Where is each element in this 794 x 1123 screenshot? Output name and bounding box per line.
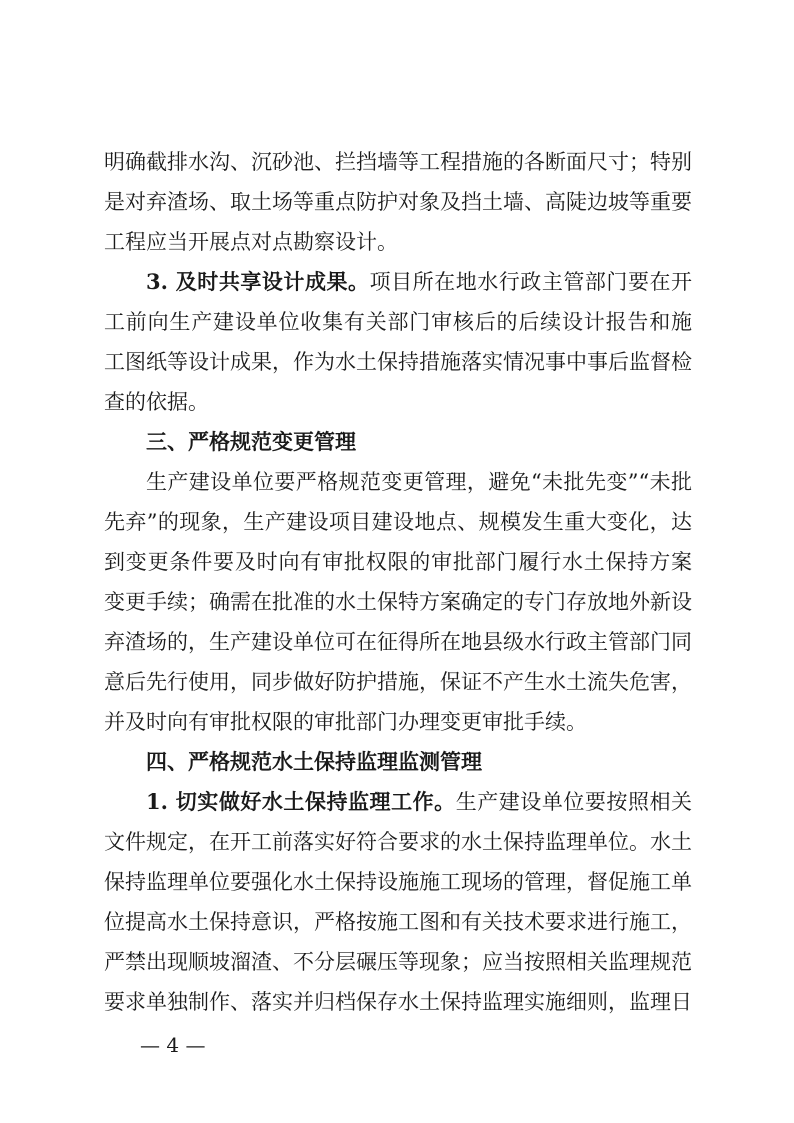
body-line: 明确截排水沟、沉砂池、拦挡墙等工程措施的各断面尺寸；特别 [104, 150, 692, 174]
paragraph-text: 生产建设单位要按照相关 [455, 790, 692, 814]
body-line: 弃渣场的，生产建设单位可在征得所在地县级水行政主管部门同 [104, 630, 692, 654]
body-line: 变更手续；确需在批准的水土保特方案确定的专门存放地外新设 [104, 590, 692, 614]
body-line: 先弃”的现象，生产建设项目建设地点、规模发生重大变化，达 [104, 510, 692, 534]
body-line: 生产建设单位要严格规范变更管理，避免“未批先变”“未批 [146, 470, 692, 494]
section-heading: 三、严格规范变更管理 [146, 430, 356, 454]
page-number: — 4 — [140, 1033, 206, 1057]
paragraph-lead: 3. 及时共享设计成果。 [146, 269, 370, 294]
body-line: 工图纸等设计成果，作为水土保持措施落实情况事中事后监督检 [104, 350, 692, 374]
paragraph-lead: 1. 切实做好水土保持监理工作。 [146, 789, 456, 814]
body-line: 严禁出现顺坡溜渣、不分层碾压等现象；应当按照相关监理规范 [104, 950, 692, 974]
body-line: 到变更条件要及时向有审批权限的审批部门履行水土保持方案 [104, 550, 692, 574]
body-line: 文件规定，在开工前落实好符合要求的水土保持监理单位。水土 [104, 830, 692, 854]
body-line: 并及时向有审批权限的审批部门办理变更审批手续。 [104, 710, 587, 734]
body-line: 要求单独制作、落实并归档保存水土保持监理实施细则，监理日 [104, 990, 692, 1014]
body-line: 保持监理单位要强化水土保持设施施工现场的管理，督促施工单 [104, 870, 692, 894]
body-line: 是对弃渣场、取土场等重点防护对象及挡土墙、高陡边坡等重要 [104, 190, 692, 214]
paragraph-text: 项目所在地水行政主管部门要在开 [369, 270, 692, 294]
body-line [146, 262, 692, 302]
body-line: 位提高水土保持意识，严格按施工图和有关技术要求进行施工， [104, 910, 692, 934]
section-heading: 四、严格规范水土保持监理监测管理 [146, 750, 482, 774]
body-line: 工程应当开展点对点勘察设计。 [104, 230, 398, 254]
body-line: 查的依据。 [104, 390, 209, 414]
body-line: 工前向生产建设单位收集有关部门审核后的后续设计报告和施 [104, 310, 692, 334]
body-line [146, 782, 692, 822]
body-line: 意后先行使用，同步做好防护措施，保证不产生水土流失危害， [104, 670, 692, 694]
